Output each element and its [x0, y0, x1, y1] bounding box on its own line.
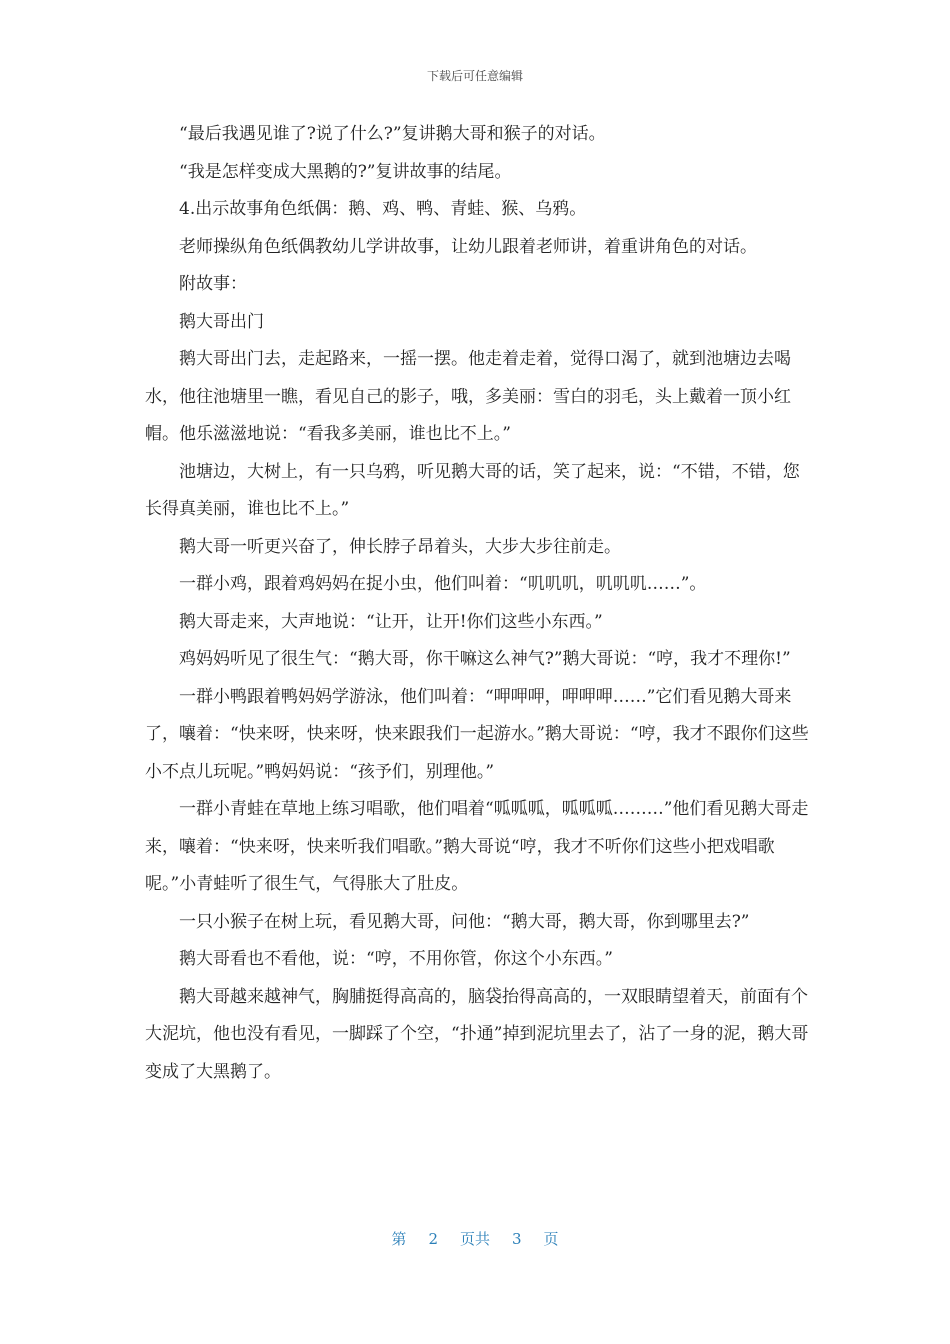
- paragraph: 4.出示故事角色纸偶：鹅、鸡、鸭、青蛙、猴、乌鸦。: [179, 199, 587, 219]
- document-body: [145, 116, 815, 1091]
- paragraph: 鹅大哥越来越神气，胸脯挺得高高的，脑袋抬得高高的，一双眼睛望着天，前面有个大泥坑，他也没有看见，一脚踩了个空，“扑通”掉到泥坑里去了，沾了一身的泥，鹅大哥变成了大黑鹅了。: [145, 986, 809, 1082]
- paragraph: 一群小青蛙在草地上练习唱歌，他们唱着“呱呱呱，呱呱呱………”他们看见鹅大哥走来，嚷着：“快来呀，快来听我们唱歌。”鹅大哥说“哼，我才不听你们这些小把戏唱歌呢。”小青蛙听了很生气，气得胀大了肚皮。: [145, 799, 809, 894]
- page-header: 下载后可任意编辑: [426, 69, 523, 83]
- paragraph: 鹅大哥看也不看他，说：“哼，不用你管，你这个小东西。”: [179, 949, 613, 969]
- paragraph: 鸡妈妈听见了很生气：“鹅大哥，你干嘛这么神气?”鹅大哥说：“哼，我才不理你!”: [179, 649, 791, 669]
- footer-middle: 页共: [459, 1230, 490, 1248]
- paragraph: 一只小猴子在树上玩，看见鹅大哥，问他：“鹅大哥，鹅大哥，你到哪里去?”: [179, 911, 750, 932]
- paragraph: 鹅大哥走来，大声地说：“让开，让开!你们这些小东西。”: [179, 611, 603, 632]
- page-footer: [0, 1228, 950, 1249]
- footer-suffix: 页: [543, 1230, 559, 1248]
- paragraph: 老师操纵角色纸偶教幼儿学讲故事，让幼儿跟着老师讲，着重讲角色的对话。: [179, 236, 757, 257]
- paragraph: 鹅大哥一听更兴奋了，伸长脖子昂着头，大步大步往前走。: [179, 536, 621, 557]
- paragraph: 一群小鸭跟着鸭妈妈学游泳，他们叫着：“呷呷呷，呷呷呷……”它们看见鹅大哥来了，嚷着：“快来呀，快来呀，快来跟我们一起游水。”鹅大哥说：“哼，我才不跟你们这些小不点儿玩呢。”鸭妈妈说：“孩予们，别理他。”: [145, 686, 809, 782]
- paragraph: 一群小鸡，跟着鸡妈妈在捉小虫，他们叫着：“叽叽叽，叽叽叽……”。: [179, 574, 707, 594]
- paragraph: “我是怎样变成大黑鹅的?”复讲故事的结尾。: [179, 161, 512, 182]
- footer-prefix: 第: [391, 1230, 407, 1248]
- paragraph: “最后我遇见谁了?说了什么?”复讲鹅大哥和猴子的对话。: [179, 124, 606, 144]
- paragraph: 附故事：: [179, 274, 247, 294]
- paragraph: 池塘边，大树上，有一只乌鸦，听见鹅大哥的话，笑了起来，说：“不错，不错，您长得真美丽，谁也比不上。”: [145, 461, 800, 519]
- paragraph: 鹅大哥出门去，走起路来，一摇一摆。他走着走着，觉得口渴了，就到池塘边去喝水，他往池塘里一瞧，看见自己的影子，哦，多美丽：雪白的羽毛，头上戴着一顶小红帽。他乐滋滋地说：“看我多美丽，谁也比不上。”: [145, 349, 791, 444]
- story-title: 鹅大哥出门: [179, 311, 264, 332]
- footer-total-pages: 3: [512, 1230, 522, 1248]
- footer-page-number: 2: [428, 1230, 438, 1248]
